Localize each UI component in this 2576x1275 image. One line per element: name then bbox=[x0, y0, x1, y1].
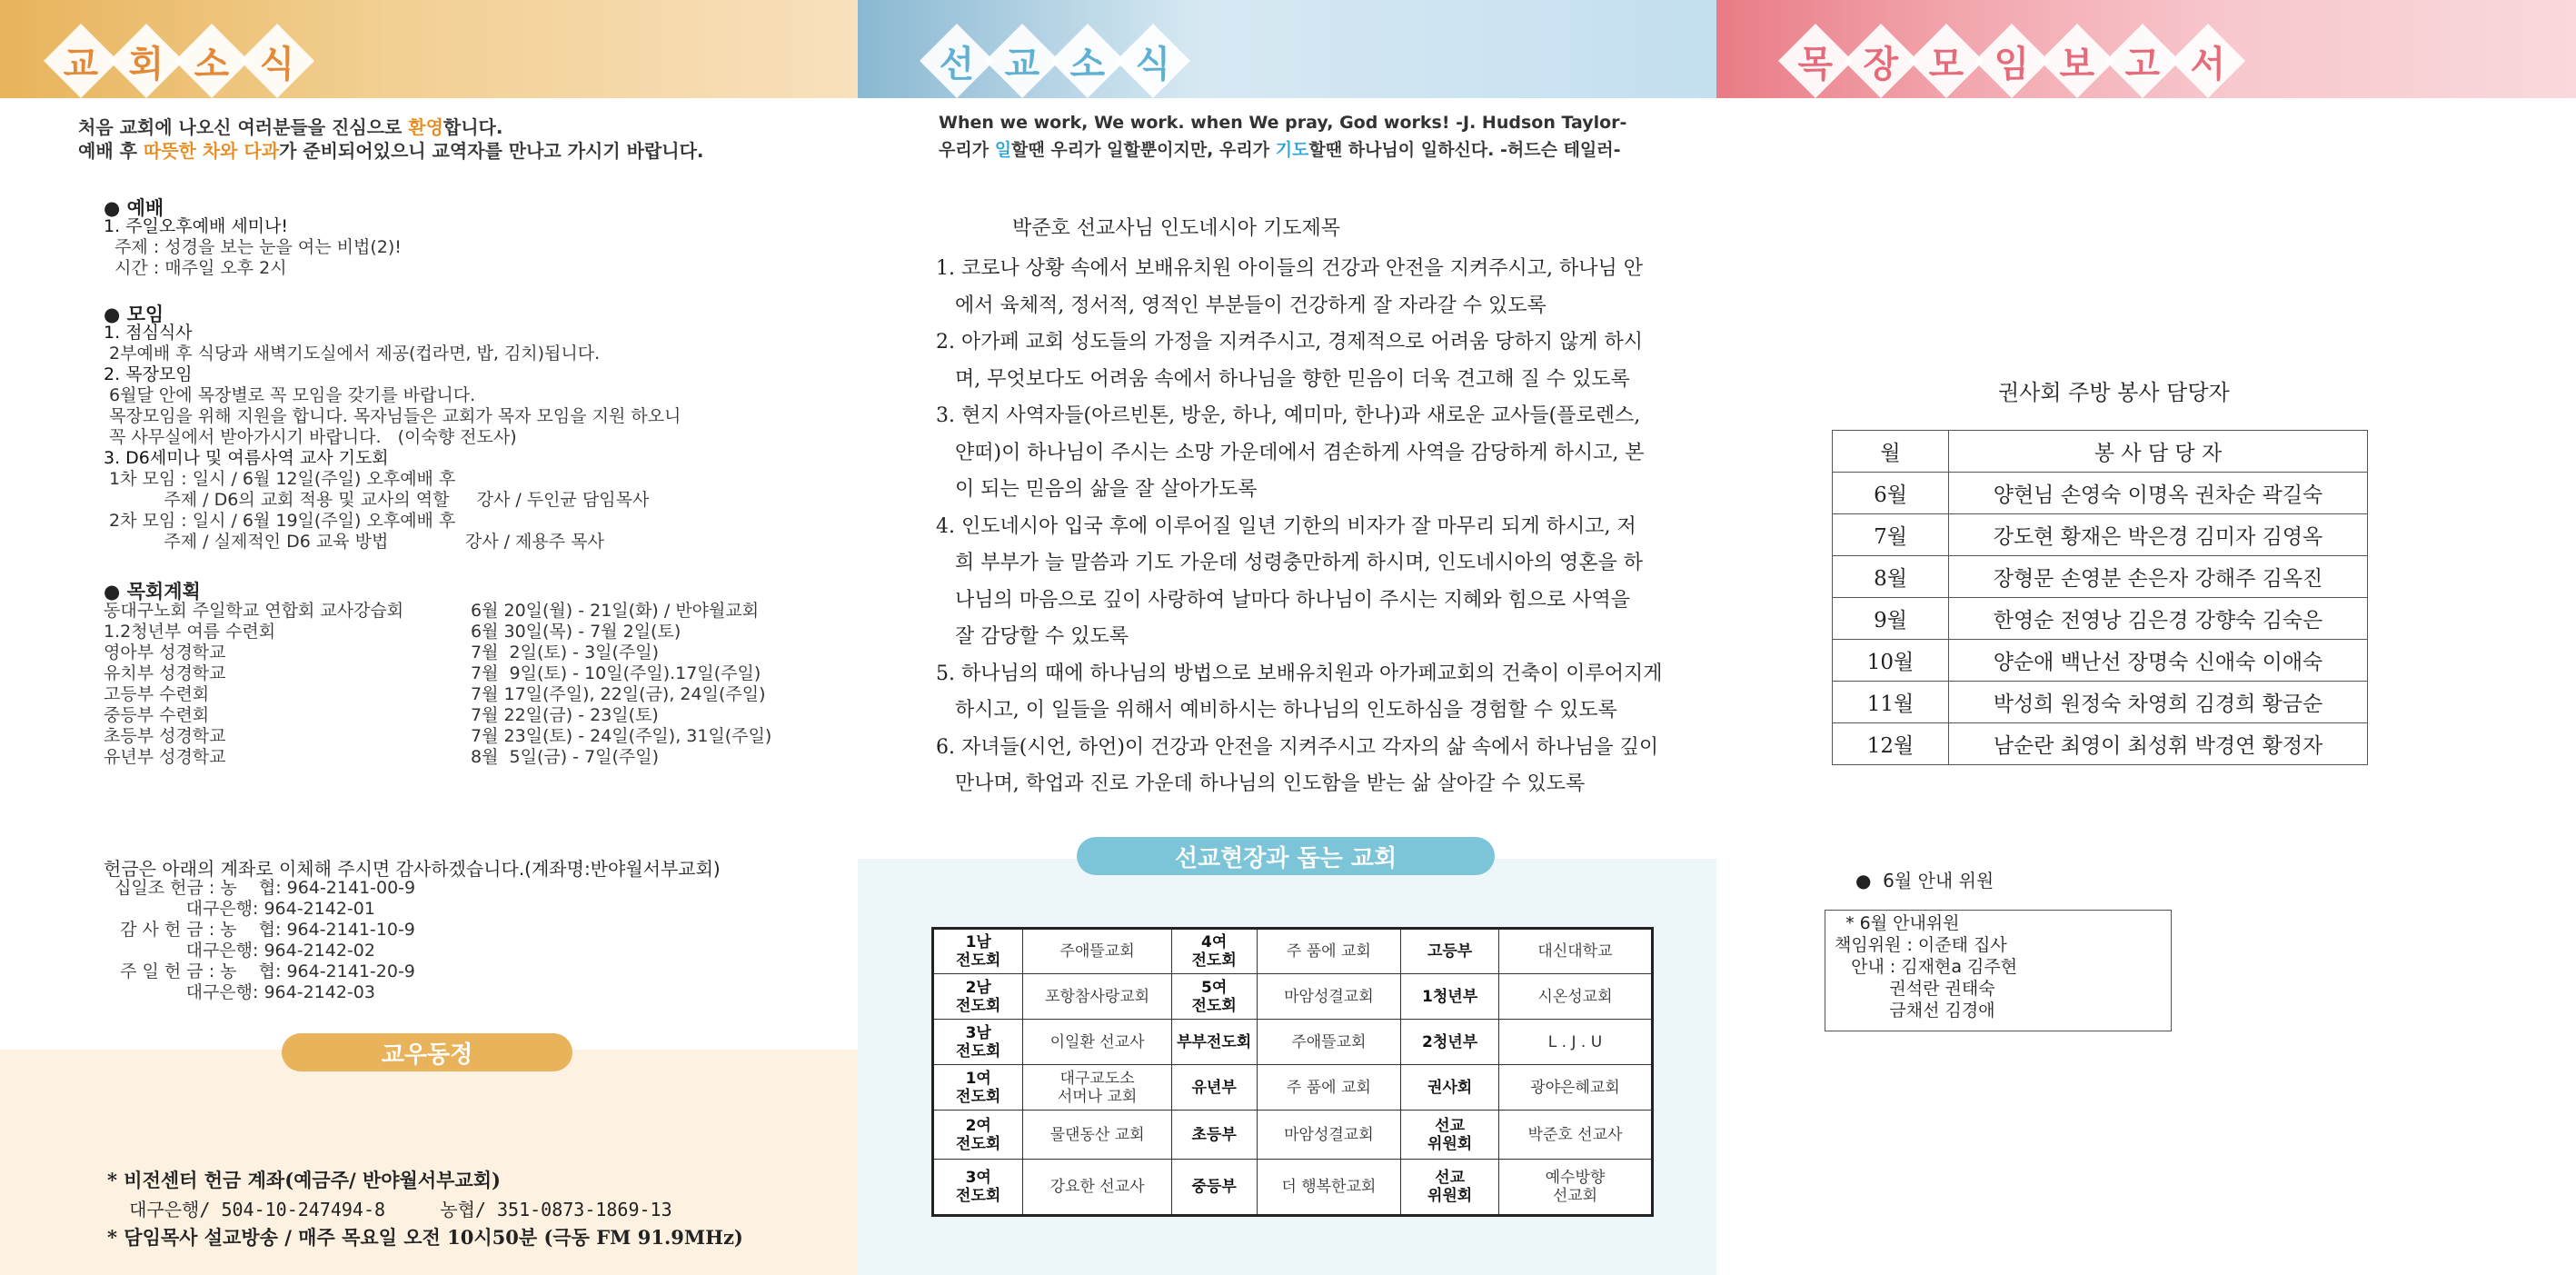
plan-row bbox=[104, 726, 772, 747]
church-family-ribbon: 교우동정 bbox=[282, 1033, 572, 1071]
plan-heading: ● 목회계획 bbox=[104, 581, 201, 603]
mission-church-cell: 포항참사랑교회 bbox=[1023, 974, 1171, 1020]
prayer-line: 잘 감당할 수 있도록 bbox=[936, 625, 1129, 648]
mission-group-cell: 3여 전도회 bbox=[933, 1160, 1023, 1216]
duty-row bbox=[1833, 640, 2368, 682]
plan-date: 7월 17일(주일), 22일(금), 24일(주일) bbox=[471, 684, 766, 704]
banner-char: 소 bbox=[194, 43, 230, 85]
prayer-line: 6. 자녀들(시언, 하언)이 건강과 안전을 지켜주시고 각자의 삶 속에서 하나님을 깊이 bbox=[936, 735, 1659, 759]
mission-church-cell: 마암성결교회 bbox=[1257, 974, 1401, 1020]
mission-church-cell: L . J . U bbox=[1498, 1020, 1652, 1065]
offering-line: 감 사 헌 금 : 농 협: 964-2141-10-9 bbox=[104, 920, 415, 940]
prayer-line: 희 부부가 늘 말씀과 기도 가운데 성령충만하게 하시며, 인도네시아의 영혼을 하 bbox=[936, 552, 1643, 574]
mission-group-cell: 선교 위원회 bbox=[1401, 1160, 1499, 1216]
guide-heading: ● 6월 안내 위원 bbox=[1855, 870, 1994, 892]
offering-line: 십일조 헌금 : 농 협: 964-2141-00-9 bbox=[104, 878, 416, 898]
plan-date: 6월 30일(목) - 7월 2일(토) bbox=[471, 622, 681, 642]
mission-group-cell: 5여 전도회 bbox=[1171, 974, 1257, 1020]
mission-news-banner bbox=[858, 0, 1716, 98]
meeting-line: 3. D6세미나 및 여름사역 교사 기도회 bbox=[104, 448, 389, 468]
vision-account-title: * 비전센터 헌금 계좌(예금주/ 반야월서부교회) bbox=[107, 1169, 501, 1191]
mission-church-cell: 광야은혜교회 bbox=[1498, 1065, 1652, 1111]
meeting-line: 목장모임을 위해 지원을 합니다. 목자님들은 교회가 목자 모임을 지원 하오니 bbox=[104, 406, 681, 426]
worship-list bbox=[104, 216, 402, 279]
cell-report-title bbox=[1789, 35, 2234, 87]
prayer-line: 4. 인도네시아 입국 후에 이루어질 일년 기한의 비자가 잘 마무리 되게 하시고, 저 bbox=[936, 514, 1636, 538]
plan-date: 7월 23일(토) - 24일(주일), 31일(주일) bbox=[471, 726, 772, 746]
mission-church-cell: 주애뜰교회 bbox=[1023, 929, 1171, 974]
prayer-line: 얀떠)이 하나님이 주시는 소망 가운데에서 겸손하게 사역을 감당하게 하시고, 본 bbox=[936, 441, 1645, 464]
church-news-panel bbox=[0, 0, 858, 1275]
mission-group-cell: 2여 전도회 bbox=[933, 1111, 1023, 1160]
guide-line: 금채선 김경애 bbox=[1835, 1001, 1995, 1021]
banner-char: 교 bbox=[1004, 43, 1040, 85]
mission-group-cell: 2남 전도회 bbox=[933, 974, 1023, 1020]
mission-group-cell: 1청년부 bbox=[1401, 974, 1499, 1020]
plan-event: 유년부 성경학교 bbox=[104, 747, 226, 767]
duty-header-row bbox=[1833, 431, 2368, 473]
plan-row bbox=[104, 705, 659, 726]
worship-heading: ● 예배 bbox=[104, 197, 164, 219]
duty-row bbox=[1833, 598, 2368, 640]
welcome-line-2: 예배 후 따뜻한 차와 다과가 준비되어있으니 교역자를 만나고 가시기 바랍니다. bbox=[78, 140, 704, 162]
duty-row bbox=[1833, 723, 2368, 765]
mission-church-cell: 대구교도소 서머나 교회 bbox=[1023, 1065, 1171, 1111]
kitchen-duty-title: 권사회 주방 봉사 담당자 bbox=[1998, 380, 2230, 405]
mission-group-cell: 초등부 bbox=[1171, 1111, 1257, 1160]
banner-char: 임 bbox=[1994, 43, 2030, 85]
duty-row bbox=[1833, 473, 2368, 514]
kitchen-duty-table bbox=[1832, 430, 2368, 765]
mission-group-cell: 1남 전도회 bbox=[933, 929, 1023, 974]
prayer-line: 5. 하나님의 때에 하나님의 방법으로 보배유치원과 아가페교회의 건축이 이루어지게 bbox=[936, 662, 1663, 685]
plan-row bbox=[104, 747, 660, 768]
mission-table-row bbox=[933, 1020, 1653, 1065]
meeting-line: 꼭 사무실에서 받아가시기 바랍니다. (이숙향 전도사) bbox=[104, 427, 517, 447]
mission-group-cell: 1여 전도회 bbox=[933, 1065, 1023, 1111]
prayer-line: 하시고, 이 일들을 위해서 예비하시는 하나님의 인도하심을 경험할 수 있도록 bbox=[936, 699, 1617, 722]
prayer-line: 이 되는 믿음의 삶을 잘 살아가도록 bbox=[936, 478, 1258, 501]
offering-line: 대구은행: 964-2142-02 bbox=[104, 941, 375, 961]
vision-account-numbers: 대구은행/ 504-10-247494-8 농협/ 351-0873-1869-13 bbox=[107, 1199, 672, 1220]
meeting-line: 6월달 안에 목장별로 꼭 모임을 갖기를 바랍니다. bbox=[104, 385, 476, 405]
plan-row bbox=[104, 601, 760, 622]
meeting-line: 2부예배 후 식당과 새벽기도실에서 제공(컵라면, 밥, 김치)됩니다. bbox=[104, 344, 601, 364]
banner-char: 보 bbox=[2059, 43, 2095, 85]
meeting-line: 주제 / 실제적인 D6 교육 방법 강사 / 제용주 목사 bbox=[104, 532, 604, 552]
plan-date: 8월 5일(금) - 7일(주일) bbox=[471, 747, 660, 767]
offering-intro: 헌금은 아래의 계좌로 이체해 주시면 감사하겠습니다.(계좌명:반야월서부교회) bbox=[104, 858, 721, 880]
banner-char: 고 bbox=[2124, 43, 2161, 85]
mission-group-cell: 고등부 bbox=[1401, 929, 1499, 974]
worship-line: 시간 : 매주일 오후 2시 bbox=[104, 258, 287, 278]
sermon-broadcast-info: * 담임목사 설교방송 / 매주 목요일 오전 10시50분 (극동 FM 91.9MHz) bbox=[107, 1226, 743, 1249]
mission-church-cell: 이일환 선교사 bbox=[1023, 1020, 1171, 1065]
mission-group-cell: 권사회 bbox=[1401, 1065, 1499, 1111]
mission-group-cell: 부부전도회 bbox=[1171, 1020, 1257, 1065]
prayer-line: 며, 무엇보다도 어려움 속에서 하나님을 향한 믿음이 더욱 견고해 질 수 있도록 bbox=[936, 367, 1630, 391]
plan-date: 7월 9일(토) - 10일(주일).17일(주일) bbox=[471, 663, 761, 683]
mission-church-cell: 주 품에 교회 bbox=[1257, 1065, 1401, 1111]
meeting-line: 1차 모임 : 일시 / 6월 12일(주일) 오후예배 후 bbox=[104, 469, 456, 489]
meeting-line: 주제 / D6의 교회 적용 및 교사의 역할 강사 / 두인균 담임목사 bbox=[104, 490, 650, 510]
mission-church-cell: 박준호 선교사 bbox=[1498, 1111, 1652, 1160]
plan-event: 초등부 성경학교 bbox=[104, 726, 226, 746]
plan-event: 고등부 수련회 bbox=[104, 684, 210, 704]
prayer-line: 3. 현지 사역자들(아르빈톤, 방운, 하나, 예미마, 한나)과 새로운 교사들(플로렌스, bbox=[936, 404, 1641, 427]
mission-group-cell: 유년부 bbox=[1171, 1065, 1257, 1111]
banner-char: 교 bbox=[63, 43, 99, 85]
banner-char: 선 bbox=[939, 43, 975, 85]
plan-list bbox=[104, 601, 772, 768]
guide-line: 권석란 권태숙 bbox=[1835, 979, 1995, 999]
duty-month-cell: 7월 bbox=[1833, 514, 1949, 556]
duty-month-header: 월 bbox=[1833, 431, 1949, 473]
mission-church-cell: 주 품에 교회 bbox=[1257, 929, 1401, 974]
plan-row bbox=[104, 642, 660, 663]
duty-names-cell: 강도현 황재은 박은경 김미자 김영옥 bbox=[1949, 514, 2368, 556]
plan-event: 동대구노회 주일학교 연합회 교사강습회 bbox=[104, 601, 404, 621]
church-news-banner bbox=[0, 0, 858, 98]
prayer-line: 1. 코로나 상황 속에서 보배유치원 아이들의 건강과 안전을 지켜주시고, 하나님 안 bbox=[936, 257, 1643, 280]
plan-row bbox=[104, 684, 766, 705]
guide-box bbox=[1825, 910, 2172, 1031]
plan-date: 7월 22일(금) - 23일(토) bbox=[471, 705, 659, 725]
banner-char: 식 bbox=[1135, 43, 1171, 85]
plan-event: 1.2청년부 여름 수련회 bbox=[104, 622, 276, 642]
meeting-line: 1. 점심식사 bbox=[104, 323, 193, 343]
duty-month-cell: 9월 bbox=[1833, 598, 1949, 640]
mission-support-ribbon: 선교현장과 돕는 교회 bbox=[1077, 837, 1495, 875]
mission-church-cell: 주애뜰교회 bbox=[1257, 1020, 1401, 1065]
mission-group-cell: 4여 전도회 bbox=[1171, 929, 1257, 974]
plan-event: 중등부 수련회 bbox=[104, 705, 210, 725]
duty-month-cell: 12월 bbox=[1833, 723, 1949, 765]
guide-line: * 6월 안내위원 bbox=[1835, 913, 1960, 933]
prayer-line: 나님의 마음으로 깊이 사랑하여 날마다 하나님이 주시는 지혜와 힘으로 사역을 bbox=[936, 588, 1630, 612]
duty-names-cell: 장형문 손영분 손은자 강해주 김옥진 bbox=[1949, 556, 2368, 598]
mission-church-cell: 예수방향 선교회 bbox=[1498, 1160, 1652, 1216]
mission-church-cell: 물댄동산 교회 bbox=[1023, 1111, 1171, 1160]
duty-month-cell: 6월 bbox=[1833, 473, 1949, 514]
meeting-heading: ● 모임 bbox=[104, 304, 164, 325]
duty-names-header: 봉 사 담 당 자 bbox=[1949, 431, 2368, 473]
mission-quote-korean: 우리가 일할땐 우리가 일할뿐이지만, 우리가 기도할땐 하나님이 일하신다. -허드슨 테일러- bbox=[939, 140, 1621, 160]
mission-news-title bbox=[930, 35, 1179, 87]
mission-quote-english: When we work, We work. when We pray, God works! -J. Hudson Taylor- bbox=[939, 113, 1627, 133]
mission-group-cell: 선교 위원회 bbox=[1401, 1111, 1499, 1160]
mission-support-table bbox=[931, 927, 1654, 1217]
cell-report-banner bbox=[1716, 0, 2576, 98]
offering-line: 대구은행: 964-2142-01 bbox=[104, 899, 375, 919]
mission-church-cell: 대신대학교 bbox=[1498, 929, 1652, 974]
mission-table-row bbox=[933, 974, 1653, 1020]
meeting-line: 2. 목장모임 bbox=[104, 364, 193, 384]
mission-church-cell: 마암성결교회 bbox=[1257, 1111, 1401, 1160]
prayer-line: 2. 아가페 교회 성도들의 가정을 지켜주시고, 경제적으로 어려움 당하지 않게 하시 bbox=[936, 331, 1643, 354]
prayer-line: 에서 육체적, 정서적, 영적인 부분들이 건강하게 잘 자라갈 수 있도록 bbox=[936, 294, 1547, 317]
duty-names-cell: 양순애 백난선 장명숙 신애숙 이애숙 bbox=[1949, 640, 2368, 682]
duty-names-cell: 한영순 전영낭 김은경 강향숙 김숙은 bbox=[1949, 598, 2368, 640]
mission-table-row bbox=[933, 1065, 1653, 1111]
mission-group-cell: 중등부 bbox=[1171, 1160, 1257, 1216]
plan-event: 영아부 성경학교 bbox=[104, 642, 226, 662]
prayer-list bbox=[936, 251, 1663, 803]
prayer-title: 박준호 선교사님 인도네시아 기도제목 bbox=[1012, 217, 1341, 240]
meeting-list bbox=[104, 323, 681, 553]
duty-row bbox=[1833, 556, 2368, 598]
offering-line: 주 일 헌 금 : 농 협: 964-2141-20-9 bbox=[104, 961, 415, 981]
welcome-line-1: 처음 교회에 나오신 여러분들을 진심으로 환영합니다. bbox=[78, 116, 503, 138]
duty-month-cell: 10월 bbox=[1833, 640, 1949, 682]
banner-char: 식 bbox=[259, 43, 295, 85]
duty-row bbox=[1833, 514, 2368, 556]
church-news-title bbox=[55, 35, 303, 87]
guide-line: 안내 : 김재현a 김주현 bbox=[1835, 957, 2018, 977]
banner-char: 모 bbox=[1928, 43, 1964, 85]
offering-line: 대구은행: 964-2142-03 bbox=[104, 982, 375, 1002]
banner-char: 회 bbox=[128, 43, 164, 85]
banner-char: 소 bbox=[1069, 43, 1106, 85]
plan-row bbox=[104, 663, 761, 684]
mission-church-cell: 더 행복한교회 bbox=[1257, 1160, 1401, 1216]
plan-event: 유치부 성경학교 bbox=[104, 663, 226, 683]
mission-table-row bbox=[933, 1160, 1653, 1216]
plan-date: 6월 20일(월) - 21일(화) / 반야월교회 bbox=[471, 601, 760, 621]
mission-church-cell: 강요한 선교사 bbox=[1023, 1160, 1171, 1216]
duty-names-cell: 남순란 최영이 최성휘 박경연 황정자 bbox=[1949, 723, 2368, 765]
banner-char: 목 bbox=[1797, 43, 1834, 85]
guide-line: 책임위원 : 이준태 집사 bbox=[1835, 935, 2007, 955]
duty-names-cell: 양현님 손영숙 이명옥 권차순 곽길숙 bbox=[1949, 473, 2368, 514]
prayer-line: 만나며, 학업과 진로 가운데 하나님의 인도함을 받는 삶 살아갈 수 있도록 bbox=[936, 772, 1586, 795]
banner-char: 서 bbox=[2190, 43, 2226, 85]
duty-month-cell: 11월 bbox=[1833, 682, 1949, 723]
worship-line: 1. 주일오후예배 세미나! bbox=[104, 216, 289, 236]
offering-accounts bbox=[104, 878, 415, 1003]
plan-row bbox=[104, 622, 681, 642]
mission-table-row bbox=[933, 1111, 1653, 1160]
worship-line: 주제 : 성경을 보는 눈을 여는 비법(2)! bbox=[104, 237, 402, 257]
mission-group-cell: 2청년부 bbox=[1401, 1020, 1499, 1065]
duty-names-cell: 박성희 원정숙 차영희 김경희 황금순 bbox=[1949, 682, 2368, 723]
meeting-line: 2차 모임 : 일시 / 6월 19일(주일) 오후예배 후 bbox=[104, 511, 456, 531]
mission-group-cell: 3남 전도회 bbox=[933, 1020, 1023, 1065]
plan-date: 7월 2일(토) - 3일(주일) bbox=[471, 642, 660, 662]
duty-month-cell: 8월 bbox=[1833, 556, 1949, 598]
mission-table-row bbox=[933, 929, 1653, 974]
duty-row bbox=[1833, 682, 2368, 723]
mission-church-cell: 시온성교회 bbox=[1498, 974, 1652, 1020]
banner-char: 장 bbox=[1863, 43, 1899, 85]
